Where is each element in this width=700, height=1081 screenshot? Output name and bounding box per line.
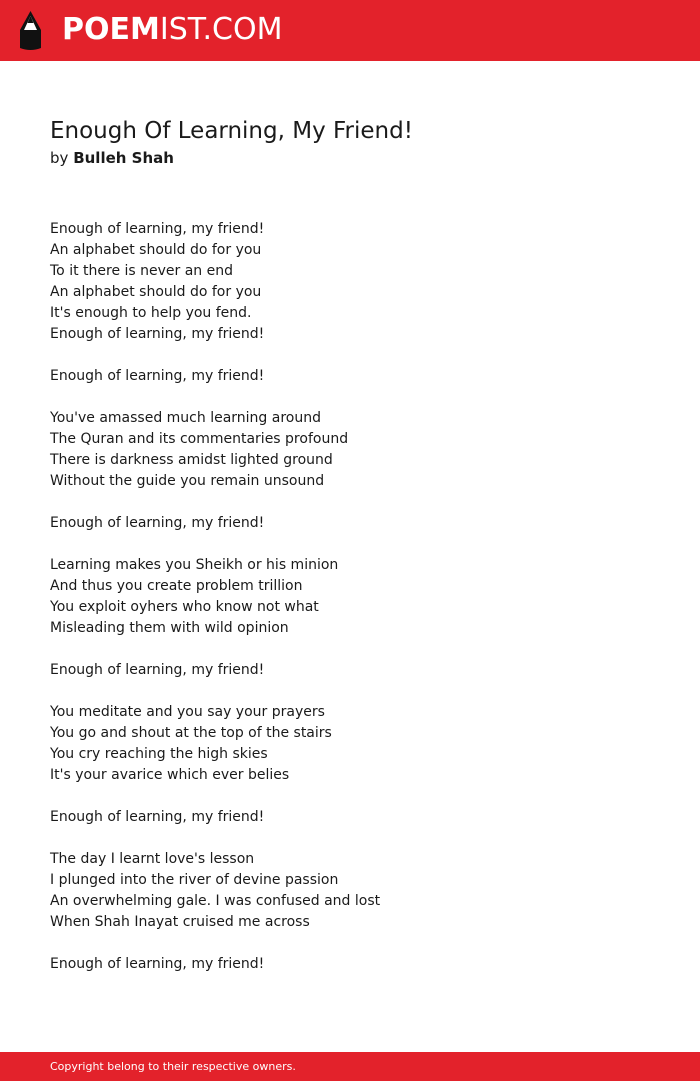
poem-line: It's your avarice which ever belies [50, 767, 290, 783]
stanza [50, 702, 670, 786]
poem-line: And thus you create problem trillion [50, 578, 303, 594]
poem-line: Misleading them with wild opinion [50, 620, 289, 636]
by-label: by [50, 149, 69, 167]
poem-line: Enough of learning, my friend! [50, 809, 265, 825]
site-header [0, 0, 700, 61]
poem-line: You exploit oyhers who know not what [50, 599, 319, 615]
poem-body [50, 219, 670, 996]
stanza [50, 954, 670, 975]
poem-line: An alphabet should do for you [50, 242, 262, 258]
poem-line: When Shah Inayat cruised me across [50, 914, 310, 930]
logo-bold-text: POEM [62, 12, 160, 47]
poem-line: You meditate and you say your prayers [50, 704, 325, 720]
stanza [50, 219, 670, 345]
poem-line: To it there is never an end [50, 263, 234, 279]
stanza [50, 849, 670, 933]
logo-light-text: IST.COM [159, 12, 283, 47]
byline [50, 148, 174, 169]
stanza [50, 807, 670, 828]
poem-line: The Quran and its commentaries profound [50, 431, 349, 447]
poem-line: The day I learnt love's lesson [50, 851, 255, 867]
poem-line: Enough of learning, my friend! [50, 221, 265, 237]
poem-line: An alphabet should do for you [50, 284, 262, 300]
stanza [50, 366, 670, 387]
poem-line: Enough of learning, my friend! [50, 956, 265, 972]
stanza [50, 555, 670, 639]
poem-line: You cry reaching the high skies [50, 746, 268, 762]
author-name[interactable]: Bulleh Shah [73, 149, 174, 167]
stanza [50, 408, 670, 492]
poem-line: You go and shout at the top of the stairs [50, 725, 332, 741]
poem-line: Enough of learning, my friend! [50, 368, 265, 384]
poem-line: Enough of learning, my friend! [50, 662, 265, 678]
poem-line: I plunged into the river of devine passion [50, 872, 339, 888]
poem-line: Enough of learning, my friend! [50, 515, 265, 531]
poem-line: It's enough to help you fend. [50, 305, 252, 321]
site-footer [0, 1052, 700, 1081]
poem-line: Enough of learning, my friend! [50, 326, 265, 342]
stanza [50, 513, 670, 534]
pencil-tip-icon[interactable] [17, 10, 44, 51]
poem-line: An overwhelming gale. I was confused and lost [50, 893, 381, 909]
stanza [50, 660, 670, 681]
poem-line: Learning makes you Sheikh or his minion [50, 557, 339, 573]
poem-line: Without the guide you remain unsound [50, 473, 325, 489]
site-logo[interactable] [62, 12, 282, 48]
poem-title: Enough Of Learning, My Friend! [50, 118, 413, 144]
poem-line: You've amassed much learning around [50, 410, 321, 426]
poem-line: There is darkness amidst lighted ground [50, 452, 333, 468]
copyright-text: Copyright belong to their respective owners. [50, 1060, 296, 1073]
